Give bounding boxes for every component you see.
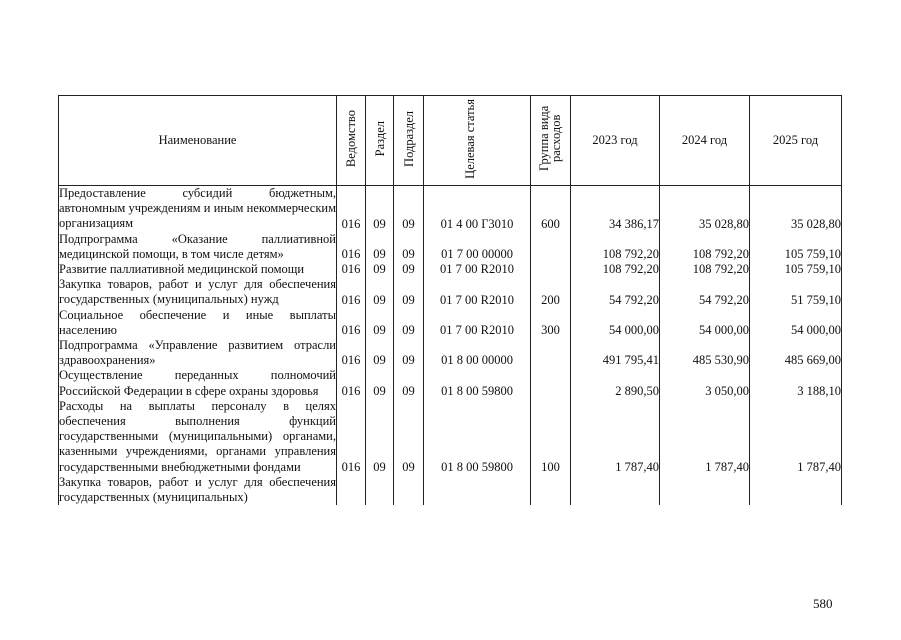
cell-section: 09 xyxy=(366,232,394,262)
cell-2023: 108 792,20 xyxy=(571,232,660,262)
header-dept: Ведомство xyxy=(337,96,366,186)
cell-section: 09 xyxy=(366,399,394,475)
cell-name: Подпрограмма «Управление развитием отрасли здравоохранения» xyxy=(59,338,336,368)
cell-group xyxy=(531,232,571,262)
header-group: Группа вида расходов xyxy=(531,96,571,186)
cell-2025: 485 669,00 xyxy=(750,338,842,368)
cell-name: Развитие паллиативной медицинской помощи xyxy=(59,262,337,277)
header-target: Целевая статья xyxy=(424,96,531,186)
cell-2025: 1 787,40 xyxy=(750,399,842,475)
cell-subsection: 09 xyxy=(394,186,424,232)
cell-group: 200 xyxy=(531,277,571,307)
cell-2024: 108 792,20 xyxy=(660,262,750,277)
cell-dept: 016 xyxy=(337,399,366,475)
cell-2023: 1 787,40 xyxy=(571,399,660,475)
cell-2025 xyxy=(750,475,842,505)
cell-2023: 491 795,41 xyxy=(571,338,660,368)
cell-target: 01 4 00 Г3010 xyxy=(424,186,531,232)
cell-name: Закупка товаров, работ и услуг для обеспечения государственных (муниципальных) нужд xyxy=(59,277,336,307)
cell-section xyxy=(366,475,394,505)
table-row xyxy=(59,368,842,398)
cell-2025: 54 000,00 xyxy=(750,308,842,338)
cell-target: 01 7 00 R2010 xyxy=(424,308,531,338)
cell-2025: 51 759,10 xyxy=(750,277,842,307)
cell-name: Предоставление субсидий бюджетным, автономным учреждениям и иным некоммерческим организациям xyxy=(59,186,336,231)
cell-target: 01 8 00 59800 xyxy=(424,368,531,398)
cell-dept: 016 xyxy=(337,277,366,307)
cell-target: 01 8 00 00000 xyxy=(424,338,531,368)
cell-2025: 3 188,10 xyxy=(750,368,842,398)
cell-2023: 2 890,50 xyxy=(571,368,660,398)
cell-name: Социальное обеспечение и иные выплаты населению xyxy=(59,307,336,337)
table-row xyxy=(59,186,842,232)
cell-group xyxy=(531,262,571,277)
cell-subsection: 09 xyxy=(394,368,424,398)
cell-section: 09 xyxy=(366,368,394,398)
cell-2025: 105 759,10 xyxy=(750,232,842,262)
cell-2023 xyxy=(571,475,660,505)
cell-dept: 016 xyxy=(337,232,366,262)
header-2023: 2023 год xyxy=(571,96,660,186)
cell-2024: 108 792,20 xyxy=(660,232,750,262)
cell-group: 300 xyxy=(531,308,571,338)
cell-2024: 3 050,00 xyxy=(660,368,750,398)
cell-2023: 34 386,17 xyxy=(571,186,660,232)
table-row xyxy=(59,308,842,338)
cell-subsection: 09 xyxy=(394,277,424,307)
table-row xyxy=(59,232,842,262)
cell-group: 100 xyxy=(531,399,571,475)
cell-subsection: 09 xyxy=(394,399,424,475)
table-row xyxy=(59,262,842,277)
cell-target xyxy=(424,475,531,505)
header-subsection: Подраздел xyxy=(394,96,424,186)
cell-name: Подпрограмма «Оказание паллиативной медицинской помощи, в том числе детям» xyxy=(59,231,336,261)
cell-2023: 54 000,00 xyxy=(571,308,660,338)
cell-subsection xyxy=(394,475,424,505)
cell-target: 01 8 00 59800 xyxy=(424,399,531,475)
cell-subsection: 09 xyxy=(394,308,424,338)
cell-subsection: 09 xyxy=(394,338,424,368)
table-row xyxy=(59,475,842,505)
cell-2023: 108 792,20 xyxy=(571,262,660,277)
cell-group xyxy=(531,475,571,505)
cell-dept xyxy=(337,475,366,505)
cell-dept: 016 xyxy=(337,368,366,398)
cell-2023: 54 792,20 xyxy=(571,277,660,307)
cell-group xyxy=(531,368,571,398)
cell-target: 01 7 00 R2010 xyxy=(424,262,531,277)
cell-2024: 1 787,40 xyxy=(660,399,750,475)
cell-name: Закупка товаров, работ и услуг для обеспечения государственных (муниципальных) xyxy=(59,474,336,505)
cell-group xyxy=(531,338,571,368)
cell-2024: 35 028,80 xyxy=(660,186,750,232)
cell-dept: 016 xyxy=(337,338,366,368)
cell-group: 600 xyxy=(531,186,571,232)
cell-target: 01 7 00 00000 xyxy=(424,232,531,262)
cell-2024: 54 792,20 xyxy=(660,277,750,307)
cell-section: 09 xyxy=(366,338,394,368)
cell-2024: 485 530,90 xyxy=(660,338,750,368)
table-row xyxy=(59,399,842,475)
cell-name: Осуществление переданных полномочий Российской Федерации в сфере охраны здоровья xyxy=(59,368,336,398)
table-row xyxy=(59,277,842,307)
cell-2024: 54 000,00 xyxy=(660,308,750,338)
cell-section: 09 xyxy=(366,262,394,277)
page-number: 580 xyxy=(813,596,833,611)
header-2025: 2025 год xyxy=(750,96,842,186)
header-name: Наименование xyxy=(59,96,337,186)
cell-2025: 105 759,10 xyxy=(750,262,842,277)
budget-table xyxy=(58,95,842,505)
cell-dept: 016 xyxy=(337,308,366,338)
cell-dept: 016 xyxy=(337,186,366,232)
cell-subsection: 09 xyxy=(394,262,424,277)
cell-dept: 016 xyxy=(337,262,366,277)
header-section: Раздел xyxy=(366,96,394,186)
cell-target: 01 7 00 R2010 xyxy=(424,277,531,307)
cell-2024 xyxy=(660,475,750,505)
cell-2025: 35 028,80 xyxy=(750,186,842,232)
cell-section: 09 xyxy=(366,308,394,338)
header-row xyxy=(59,96,842,186)
table-row xyxy=(59,338,842,368)
cell-subsection: 09 xyxy=(394,232,424,262)
cell-section: 09 xyxy=(366,186,394,232)
cell-name: Расходы на выплаты персоналу в целях обеспечения выполнения функций государственными (муниципальными) органами, казенными учреждениями, органами управления государственными внебюджетными фондами xyxy=(59,398,336,474)
header-2024: 2024 год xyxy=(660,96,750,186)
cell-section: 09 xyxy=(366,277,394,307)
